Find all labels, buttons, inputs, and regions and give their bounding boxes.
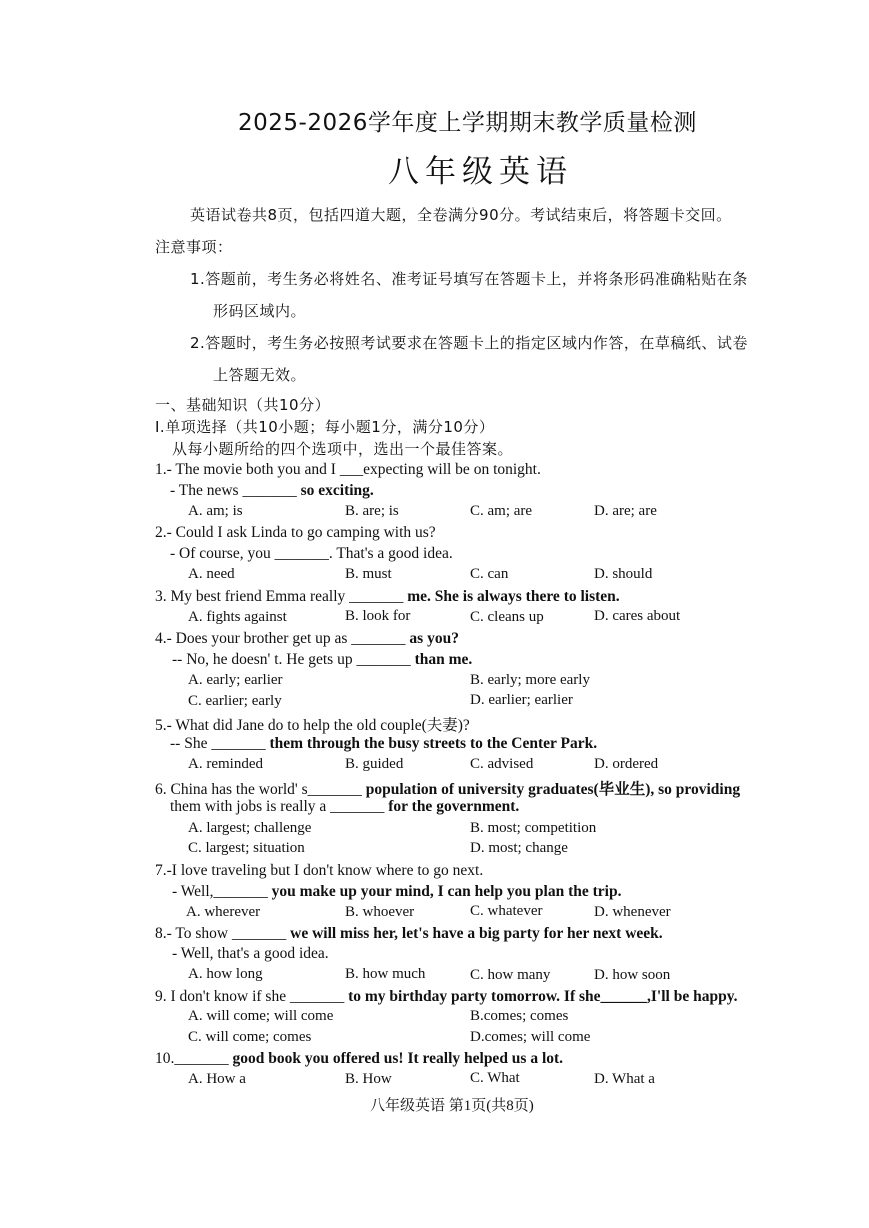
exam-title: 2025-2026学年度上学期期末教学质量检测 [238,110,697,136]
q5-response-bold: them through the busy streets to the Center Park. [269,735,598,752]
q8-option-d: D. how soon [594,967,671,983]
q6-option-a: A. largest; challenge [188,820,312,836]
q5-response-text: -- She _______ [170,735,270,752]
q6-option-c: C. largest; situation [188,840,305,856]
q8-option-a: A. how long [188,966,263,982]
q4-stem-text: 4.- Does your brother get up as _______ [155,630,410,647]
q10-option-d: D. What a [594,1071,655,1087]
q9-stem [155,988,738,1006]
q3-stem-bold: me. She is always there to listen. [407,588,620,605]
q8-option-b: B. how much [345,966,426,982]
q8-stem [155,925,663,943]
q3-option-b: B. look for [345,608,411,624]
q4-option-b: B. early; more early [470,672,590,688]
q6-stem-bold: population of university graduates(毕业生), so providing [365,781,741,798]
notice-item-2-line-1: 2.答题时，考生务必按照考试要求在答题卡上的指定区域内作答，在草稿纸、试卷 [190,334,748,352]
notice-item-1-line-1: 1.答题前，考生务必将姓名、准考证号填写在答题卡上，并将条形码准确粘贴在条 [190,270,748,288]
q10-option-b: B. How [345,1071,392,1087]
q1-option-d: D. are; are [594,503,657,519]
q4-option-d: D. earlier; earlier [470,692,573,708]
intro-text: 英语试卷共8页，包括四道大题，全卷满分90分。考试结束后，将答题卡交回。 [190,206,732,224]
q5-response [170,735,597,753]
q9-stem-text: 9. I don't know if she _______ [155,988,349,1005]
q1-option-c: C. am; are [470,503,533,519]
q7-option-a: A. wherever [186,904,261,920]
q9-stem-bold: to my birthday party tomorrow. If she______,I'll be happy. [348,988,738,1005]
q7-option-c: C. whatever [470,903,543,919]
q3-option-d: D. cares about [594,608,681,624]
notice-item-1-line-2: 形码区域内。 [213,302,307,320]
page-footer: 八年级英语 第1页(共8页) [370,1098,534,1114]
q2-stem: 2.- Could I ask Linda to go camping with us? [155,524,436,541]
q1-option-a: A. am; is [188,503,243,519]
q10-option-a: A. How a [188,1071,246,1087]
q7-option-b: B. whoever [345,904,415,920]
q7-option-d: D. whenever [594,904,671,920]
q1-response-bold: so exciting. [300,482,374,499]
q3-option-a: A. fights against [188,609,287,625]
q10-stem-bold: good book you offered us! It really helped us a lot. [232,1050,564,1067]
q4-response-text: -- No, he doesn' t. He gets up _______ [172,651,415,668]
q2-response: - Of course, you _______. That's a good idea. [170,545,453,562]
q10-option-c: C. What [470,1070,520,1086]
q10-stem [155,1050,563,1068]
q2-option-a: A. need [188,566,235,582]
q5-option-b: B. guided [345,756,404,772]
part-instruction: 从每小题所给的四个选项中，选出一个最佳答案。 [172,440,514,458]
q9-option-a: A. will come; will come [188,1008,334,1024]
q6-stem-text: 6. China has the world' s_______ [155,781,366,798]
q6-stem-line-2-text: them with jobs is really a _______ [170,798,389,815]
q9-option-c: C. will come; comes [188,1029,312,1045]
q4-response [172,651,472,669]
q6-option-b: B. most; competition [470,820,597,836]
q2-option-b: B. must [345,566,392,582]
q6-stem-line-2-bold: for the government. [388,798,520,815]
q8-stem-text: 8.- To show _______ [155,925,291,942]
q7-response-text: - Well,_______ [172,883,272,900]
part-heading: I.单项选择（共10小题；每小题1分，满分10分） [155,418,495,436]
notice-item-2-line-2: 上答题无效。 [213,366,307,384]
q7-response [172,883,621,901]
q3-stem-text: 3. My best friend Emma really _______ [155,588,408,605]
q4-stem [155,630,459,648]
q4-option-a: A. early; earlier [188,672,283,688]
q2-option-d: D. should [594,566,653,582]
q4-stem-bold: as you? [409,630,459,647]
q9-option-b: B.comes; comes [470,1008,569,1024]
q7-stem: 7.-I love traveling but I don't know where to go next. [155,862,484,879]
q6-stem-line-2 [170,798,519,816]
q5-stem: 5.- What did Jane do to help the old couple(夫妻)? [155,717,470,734]
q8-stem-bold: we will miss her, let's have a big party for her next week. [290,925,663,942]
q8-option-c: C. how many [470,967,551,983]
q4-response-bold: than me. [414,651,473,668]
q8-response: - Well, that's a good idea. [172,945,329,962]
q3-stem [155,588,620,606]
q3-option-c: C. cleans up [470,609,544,625]
q6-option-d: D. most; change [470,840,568,856]
q5-option-d: D. ordered [594,756,659,772]
q1-stem: 1.- The movie both you and I ___expecting will be on tonight. [155,461,541,478]
q4-option-c: C. earlier; early [188,693,282,709]
q1-option-b: B. are; is [345,503,399,519]
q1-response [170,482,374,500]
section-heading: 一、基础知识（共10分） [155,396,331,414]
q2-option-c: C. can [470,566,509,582]
q5-option-a: A. reminded [188,756,263,772]
q5-option-c: C. advised [470,756,534,772]
subject-title: 八年级英语 [388,154,573,190]
q10-stem-text: 10._______ [155,1050,233,1067]
q1-response-text: - The news _______ [170,482,301,499]
q7-response-bold: you make up your mind, I can help you plan the trip. [271,883,622,900]
q9-option-d: D.comes; will come [470,1029,591,1045]
q6-stem [155,777,740,799]
notice-heading: 注意事项： [155,238,233,256]
